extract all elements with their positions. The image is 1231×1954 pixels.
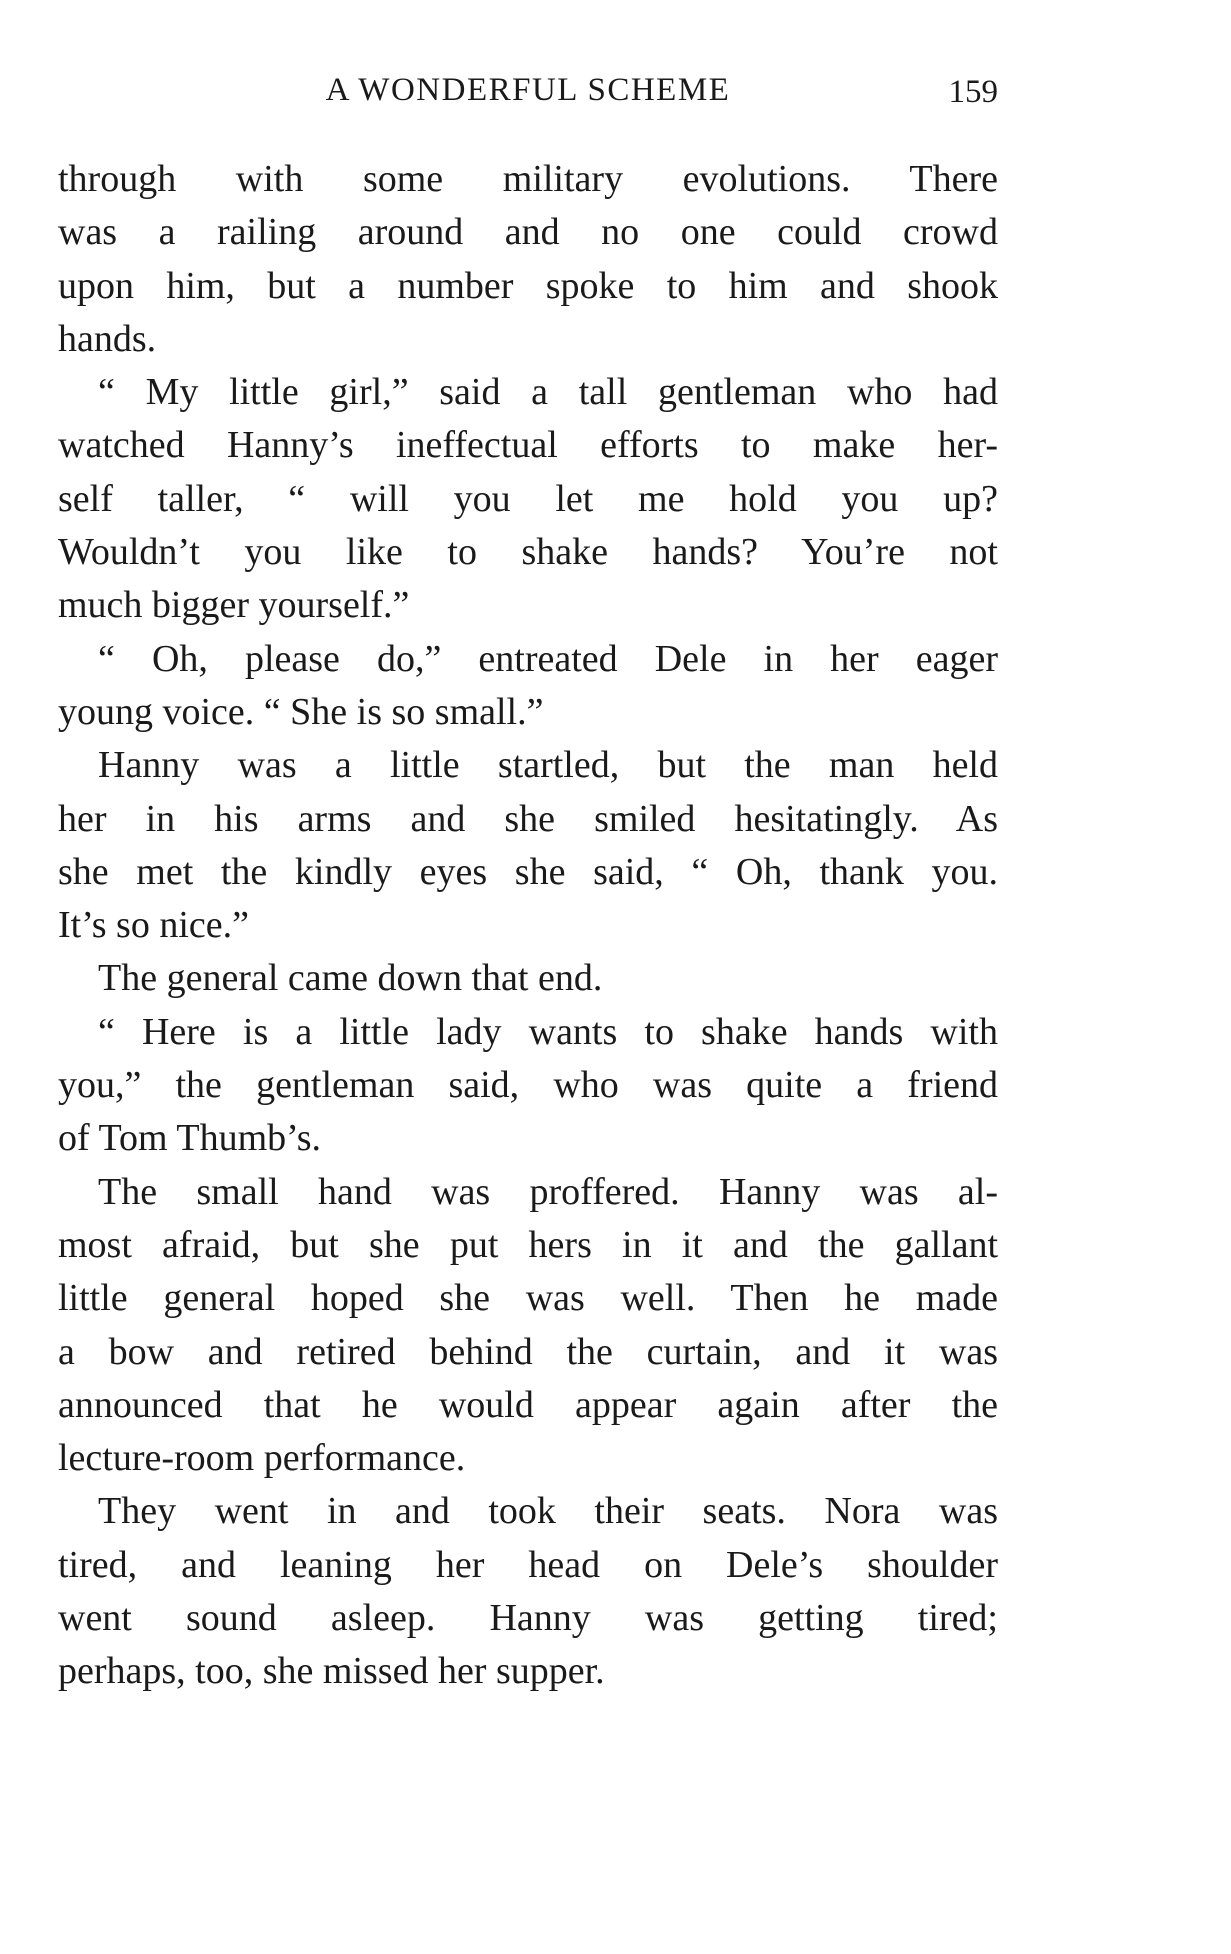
text-line: was a railing around and no one could crowd [58, 211, 998, 254]
text-line: of Tom Thumb’s. [58, 1117, 322, 1160]
text-line: a bow and retired behind the curtain, and it was [58, 1330, 998, 1373]
text-line: They went in and took their seats. Nora was [98, 1490, 998, 1533]
text-line: The general came down that end. [98, 957, 603, 1000]
page-number: 159 [948, 74, 998, 110]
text-line: It’s so nice.” [58, 904, 250, 947]
text-line: little general hoped she was well. Then he made [58, 1277, 998, 1320]
text-line: most afraid, but she put hers in it and the gallant [58, 1223, 998, 1266]
text-line: her in his arms and she smiled hesitatingly. As [58, 797, 998, 840]
text-line: young voice. “ She is so small.” [58, 690, 544, 733]
text-line: much bigger yourself.” [58, 584, 410, 627]
body-text [58, 153, 998, 1699]
text-line: through with some military evolutions. There [58, 158, 998, 200]
text-line: “ My little girl,” said a tall gentleman who had [98, 371, 998, 414]
text-line: perhaps, too, she missed her supper. [58, 1650, 605, 1693]
text-line: you,” the gentleman said, who was quite a friend [58, 1064, 998, 1107]
text-line: hands. [58, 317, 157, 360]
running-head [58, 62, 998, 118]
text-line: announced that he would appear again after the [58, 1383, 998, 1426]
text-line: “ Here is a little lady wants to shake hands with [98, 1010, 998, 1053]
text-line: “ Oh, please do,” entreated Dele in her eager [98, 637, 998, 680]
text-line: upon him, but a number spoke to him and shook [58, 264, 998, 307]
text-line: The small hand was proffered. Hanny was al- [98, 1170, 998, 1213]
text-line: she met the kindly eyes she said, “ Oh, thank you. [58, 850, 998, 893]
text-line: lecture-room performance. [58, 1437, 466, 1480]
text-line: watched Hanny’s ineffectual efforts to make her- [58, 424, 998, 467]
running-title: A WONDERFUL SCHEME [325, 72, 731, 108]
text-line: went sound asleep. Hanny was getting tired; [58, 1597, 998, 1640]
text-line: self taller, “ will you let me hold you up? [58, 477, 998, 520]
text-line: tired, and leaning her head on Dele’s shoulder [58, 1543, 998, 1586]
text-line: Hanny was a little startled, but the man held [98, 744, 998, 787]
text-line: Wouldn’t you like to shake hands? You’re not [58, 531, 998, 574]
